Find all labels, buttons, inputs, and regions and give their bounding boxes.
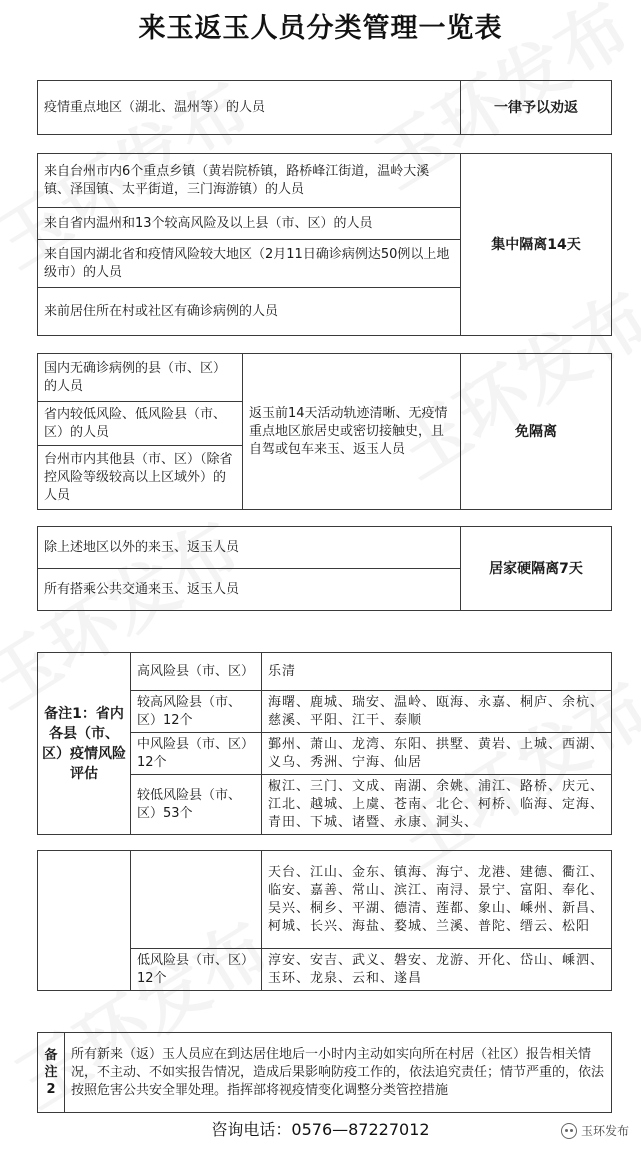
category-row: 来自台州市内6个重点乡镇（黄岩院桥镇，路桥峰江街道，温岭大溪镇、泽国镇、太平街道，三门海游镇）的人员 [38,154,461,208]
category-row: 疫情重点地区（湖北、温州等）的人员 [38,81,461,135]
section-centralized-quarantine [37,153,612,336]
empty-cell [38,851,131,991]
brand-tag [561,1122,629,1139]
risk-level-counties: 淳安、安吉、武义、磐安、龙游、开化、岱山、嵊泗、玉环、龙泉、云和、遂昌 [262,949,612,991]
note2-label: 备注2 [38,1033,65,1113]
category-row: 除上述地区以外的来玉、返玉人员 [38,527,461,569]
risk-level-counties: 乐清 [262,653,612,691]
consult-phone: 咨询电话：0576—87227012 [211,1120,430,1139]
section-home-quarantine [37,526,612,611]
brand-name: 玉环发布 [580,1124,629,1138]
category-row: 台州市内其他县（市、区）（除省控风险等级较高以上区域外）的人员 [38,446,243,510]
category-row: 来自省内温州和13个较高风险及以上县（市、区）的人员 [38,208,461,240]
category-row: 国内无确诊病例的县（市、区）的人员 [38,354,243,402]
risk-level-name: 较低风险县（市、区）53个 [131,775,262,835]
wechat-icon [561,1123,577,1139]
category-row: 省内较低风险、低风险县（市、区）的人员 [38,402,243,446]
empty-cell [131,851,262,949]
risk-level-name: 低风险县（市、区）12个 [131,949,262,991]
category-row: 来自国内湖北省和疫情风险较大地区（2月11日确诊病例达50例以上地级市）的人员 [38,240,461,288]
condition-text: 返玉前14天活动轨迹清晰、无疫情重点地区旅居史或密切接触史，且自驾或包车来玉、返玉人员 [243,354,461,510]
section-persuade-return [37,80,612,135]
action-label: 免隔离 [461,354,612,510]
risk-assessment-table [37,652,612,835]
risk-level-name: 较高风险县（市、区）12个 [131,691,262,733]
risk-level-counties: 海曙、鹿城、瑞安、温岭、瓯海、永嘉、桐庐、余杭、慈溪、平阳、江干、泰顺 [262,691,612,733]
risk-assessment-table-continued [37,850,612,991]
category-row: 所有搭乘公共交通来玉、返玉人员 [38,569,461,611]
action-label: 集中隔离14天 [461,154,612,336]
risk-level-counties: 天台、江山、金东、镇海、海宁、龙港、建德、衢江、临安、嘉善、常山、滨江、南浔、景宁、富阳、奉化、吴兴、桐乡、平湖、德清、莲都、象山、嵊州、新昌、柯城、长兴、海盐、婺城、兰溪、普陀、缙云、松阳 [262,851,612,949]
risk-level-counties: 椒江、三门、文成、南湖、余姚、浦江、路桥、庆元、江北、越城、上虞、苍南、北仑、柯桥、临海、定海、青田、下城、诸暨、永康、洞头、 [262,775,612,835]
risk-level-counties: 鄞州、萧山、龙湾、东阳、拱墅、黄岩、上城、西湖、义乌、秀洲、宁海、仙居 [262,733,612,775]
risk-level-name: 高风险县（市、区） [131,653,262,691]
action-label: 居家硬隔离7天 [461,527,612,611]
note2-table [37,1032,612,1113]
category-row: 来前居住所在村或社区有确诊病例的人员 [38,288,461,336]
section-exempt-quarantine [37,353,612,510]
note1-label: 备注1：省内各县（市、区）疫情风险评估 [38,653,131,835]
note2-text: 所有新来（返）玉人员应在到达居住地后一小时内主动如实向所在村居（社区）报告相关情况，不主动、不如实报告情况，造成后果影响防疫工作的，依法追究责任；情节严重的，依法按照危害公共安全罪处理。指挥部将视疫情变化调整分类管控措施 [65,1033,612,1113]
page-title: 来玉返玉人员分类管理一览表 [138,13,503,44]
action-label: 一律予以劝返 [461,81,612,135]
risk-level-name: 中风险县（市、区）12个 [131,733,262,775]
